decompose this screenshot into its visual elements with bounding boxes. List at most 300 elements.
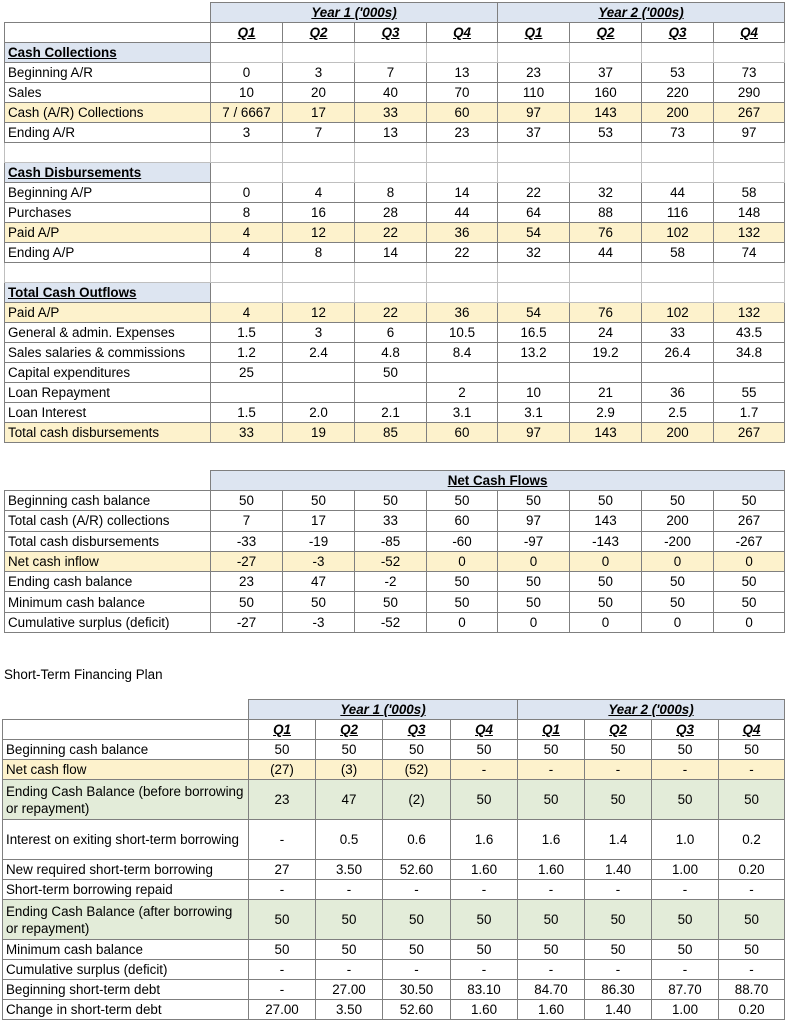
row-value: 1.0 [652, 820, 719, 860]
t1-quarter-header: Q2 [570, 23, 642, 43]
row-value: 40 [355, 83, 427, 103]
row-value: 110 [498, 83, 570, 103]
row-value: 0 [570, 612, 642, 632]
row-value: 60 [427, 423, 498, 443]
t1-year2-header: Year 2 ('000s) [498, 3, 785, 23]
row-value: 132 [714, 303, 785, 323]
row-value: 267 [714, 423, 785, 443]
empty-cell [570, 43, 642, 63]
row-value [211, 383, 283, 403]
row-value: 14 [355, 243, 427, 263]
row-value: 50 [714, 572, 785, 592]
row-value: 1.6 [451, 820, 518, 860]
row-value: 200 [642, 103, 714, 123]
row-value: -3 [283, 612, 355, 632]
empty-cell [714, 283, 785, 303]
row-value: 200 [642, 423, 714, 443]
empty-cell [427, 43, 498, 63]
empty-cell [355, 283, 427, 303]
short-term-financing-body [3, 700, 785, 1020]
row-value: 143 [570, 423, 642, 443]
cash-disbursements-heading-row [5, 163, 785, 183]
row-value: 0.5 [316, 820, 383, 860]
empty-cell [211, 143, 283, 163]
t1-quarter-label-cell [5, 23, 211, 43]
row-value: 50 [355, 592, 427, 612]
row-value: 32 [498, 243, 570, 263]
row-value: 1.40 [585, 1000, 652, 1020]
table-row [3, 780, 785, 820]
row-value: 50 [451, 900, 518, 940]
row-value: -97 [498, 531, 570, 551]
row-value: 44 [570, 243, 642, 263]
row-value: 50 [719, 780, 785, 820]
empty-cell [642, 163, 714, 183]
row-value: 22 [355, 303, 427, 323]
t3-quarter-header: Q3 [652, 720, 719, 740]
row-value: 26.4 [642, 343, 714, 363]
row-label: New required short-term borrowing [3, 860, 249, 880]
row-value: 50 [642, 491, 714, 511]
table-row [3, 980, 785, 1000]
row-value: 10.5 [427, 323, 498, 343]
row-value: - [249, 820, 316, 860]
row-label: Ending A/R [5, 123, 211, 143]
row-value: 50 [719, 940, 785, 960]
row-value: 17 [283, 511, 355, 531]
t3-quarter-label-cell [3, 720, 249, 740]
row-value: -52 [355, 612, 427, 632]
row-value: 52.60 [383, 860, 451, 880]
row-value: 290 [714, 83, 785, 103]
row-value: 85 [355, 423, 427, 443]
empty-cell [570, 283, 642, 303]
row-value: 23 [498, 63, 570, 83]
row-value: 10 [211, 83, 283, 103]
row-value [570, 363, 642, 383]
net-cash-flows-title-row [5, 471, 785, 491]
row-label: Interest on exiting short-term borrowing [3, 820, 249, 860]
row-value: 50 [518, 940, 585, 960]
t3-year2-header: Year 2 ('000s) [518, 700, 785, 720]
row-value: (3) [316, 760, 383, 780]
row-value: 25 [211, 363, 283, 383]
row-value [427, 363, 498, 383]
empty-cell [5, 143, 211, 163]
table-row [3, 940, 785, 960]
empty-cell [714, 163, 785, 183]
t3-quarter-header: Q1 [518, 720, 585, 740]
row-value: 23 [427, 123, 498, 143]
row-value: 16 [283, 203, 355, 223]
row-value: - [249, 980, 316, 1000]
table-row [5, 423, 785, 443]
row-value: -3 [283, 551, 355, 571]
row-value: -27 [211, 612, 283, 632]
row-value: 1.60 [451, 1000, 518, 1020]
row-value: 12 [283, 303, 355, 323]
financing-plan-caption: Short-Term Financing Plan [4, 667, 163, 682]
row-value: - [249, 960, 316, 980]
t1-quarter-header: Q3 [355, 23, 427, 43]
table-row [5, 403, 785, 423]
t1-quarter-header: Q2 [283, 23, 355, 43]
table-row [3, 860, 785, 880]
total-cash-outflows-heading-row [5, 283, 785, 303]
row-value: 97 [498, 103, 570, 123]
row-label: Beginning cash balance [3, 740, 249, 760]
row-value: 50 [642, 592, 714, 612]
row-value: 17 [283, 103, 355, 123]
row-value: - [249, 880, 316, 900]
row-value: 19 [283, 423, 355, 443]
table-row [5, 83, 785, 103]
t3-quarter-header: Q2 [316, 720, 383, 740]
row-value: 1.2 [211, 343, 283, 363]
empty-cell [283, 43, 355, 63]
row-value: -33 [211, 531, 283, 551]
empty-cell [211, 163, 283, 183]
row-value: 267 [714, 511, 785, 531]
table-row [5, 303, 785, 323]
row-value: 32 [570, 183, 642, 203]
row-value: 50 [570, 491, 642, 511]
t3-quarter-header: Q3 [383, 720, 451, 740]
cash-budget-body [5, 3, 785, 443]
row-value: 220 [642, 83, 714, 103]
empty-cell [642, 43, 714, 63]
row-value: 36 [642, 383, 714, 403]
row-value: 55 [714, 383, 785, 403]
row-value: 24 [570, 323, 642, 343]
row-label: Total cash disbursements [5, 531, 211, 551]
row-value: -143 [570, 531, 642, 551]
row-value: 3.50 [316, 860, 383, 880]
row-value: 50 [355, 363, 427, 383]
t3-year-header-row [3, 700, 785, 720]
row-value: 0 [714, 551, 785, 571]
row-label: Short-term borrowing repaid [3, 880, 249, 900]
row-value: 0 [211, 183, 283, 203]
row-value: 8 [283, 243, 355, 263]
row-value: 50 [427, 491, 498, 511]
t1-quarter-header: Q4 [427, 23, 498, 43]
row-value: 2.4 [283, 343, 355, 363]
row-value: - [518, 760, 585, 780]
row-label: Loan Repayment [5, 383, 211, 403]
row-value: 3.50 [316, 1000, 383, 1020]
row-value: 50 [652, 740, 719, 760]
row-value: 50 [518, 780, 585, 820]
row-label: Beginning short-term debt [3, 980, 249, 1000]
t3-quarter-header: Q4 [451, 720, 518, 740]
row-value: 4 [283, 183, 355, 203]
row-value: -19 [283, 531, 355, 551]
row-label: Capital expenditures [5, 363, 211, 383]
row-value: - [451, 880, 518, 900]
t1-quarter-header-row [5, 23, 785, 43]
row-value: 50 [316, 740, 383, 760]
row-value: 73 [714, 63, 785, 83]
table-row [5, 243, 785, 263]
row-value: 160 [570, 83, 642, 103]
row-label: Beginning A/R [5, 63, 211, 83]
row-value: 1.7 [714, 403, 785, 423]
row-value: 3 [283, 63, 355, 83]
row-label: Paid A/P [5, 303, 211, 323]
row-value: 84.70 [518, 980, 585, 1000]
row-value: 50 [652, 780, 719, 820]
row-value: 97 [498, 423, 570, 443]
row-value: 1.60 [518, 1000, 585, 1020]
row-value: 50 [316, 900, 383, 940]
total-cash-outflows-heading: Total Cash Outflows [5, 283, 211, 303]
row-value: 7 / 6667 [211, 103, 283, 123]
t3-quarter-header: Q4 [719, 720, 785, 740]
table-row [3, 1000, 785, 1020]
table-row [5, 123, 785, 143]
row-value: 36 [427, 303, 498, 323]
row-value: 10 [498, 383, 570, 403]
row-value: 64 [498, 203, 570, 223]
row-value: - [451, 760, 518, 780]
row-value: 54 [498, 303, 570, 323]
t3-quarter-header: Q1 [249, 720, 316, 740]
row-value: 20 [283, 83, 355, 103]
row-value: 50 [585, 900, 652, 940]
row-value: - [719, 960, 785, 980]
t1-quarter-header: Q3 [642, 23, 714, 43]
net-cash-flows-body [5, 471, 785, 633]
t1-quarter-header: Q1 [211, 23, 283, 43]
table-row [5, 491, 785, 511]
table-row [5, 383, 785, 403]
row-value: 2.0 [283, 403, 355, 423]
row-value: 50 [652, 900, 719, 940]
row-value: 0 [570, 551, 642, 571]
row-value: 97 [498, 511, 570, 531]
row-value: - [652, 760, 719, 780]
row-label: Ending Cash Balance (after borrowing or repayment) [3, 900, 249, 940]
row-value: 1.60 [518, 860, 585, 880]
empty-cell [642, 143, 714, 163]
row-value: 13 [355, 123, 427, 143]
table-row [3, 760, 785, 780]
empty-cell [283, 163, 355, 183]
row-value: (52) [383, 760, 451, 780]
row-value: 21 [570, 383, 642, 403]
row-value: 2.9 [570, 403, 642, 423]
row-value: 50 [249, 940, 316, 960]
row-value: 4 [211, 243, 283, 263]
row-value: 148 [714, 203, 785, 223]
row-value: 0.20 [719, 1000, 785, 1020]
t3-quarter-header-row [3, 720, 785, 740]
row-value: 132 [714, 223, 785, 243]
row-value: 88.70 [719, 980, 785, 1000]
table-row [5, 203, 785, 223]
row-label: Cash (A/R) Collections [5, 103, 211, 123]
row-value: 76 [570, 303, 642, 323]
row-value: 50 [714, 491, 785, 511]
cash-budget-table [4, 2, 785, 443]
row-value [714, 363, 785, 383]
row-value: 2.1 [355, 403, 427, 423]
row-value: - [383, 880, 451, 900]
row-label: Loan Interest [5, 403, 211, 423]
empty-cell [355, 263, 427, 283]
row-value: - [518, 880, 585, 900]
row-value: 23 [249, 780, 316, 820]
row-value: 0 [642, 612, 714, 632]
empty-cell [355, 143, 427, 163]
empty-cell [355, 43, 427, 63]
row-value: - [652, 960, 719, 980]
row-value: 43.5 [714, 323, 785, 343]
row-value: 47 [316, 780, 383, 820]
row-value: 33 [642, 323, 714, 343]
row-value: 52.60 [383, 1000, 451, 1020]
t1-year-header-row [5, 3, 785, 23]
row-value: - [719, 880, 785, 900]
row-value: 50 [585, 740, 652, 760]
row-value: 13 [427, 63, 498, 83]
row-value: 50 [719, 740, 785, 760]
row-label: Net cash flow [3, 760, 249, 780]
row-value: 30.50 [383, 980, 451, 1000]
table-row [3, 820, 785, 860]
row-value: 0 [427, 612, 498, 632]
row-value: 50 [498, 592, 570, 612]
row-value: 50 [211, 592, 283, 612]
row-value: 23 [211, 572, 283, 592]
row-value: 50 [498, 491, 570, 511]
row-label: Net cash inflow [5, 551, 211, 571]
row-value: 12 [283, 223, 355, 243]
row-value: 143 [570, 103, 642, 123]
t3-corner-cell [3, 700, 249, 720]
row-value: 102 [642, 223, 714, 243]
table-row [3, 900, 785, 940]
row-value: 1.00 [652, 860, 719, 880]
row-value: 0.6 [383, 820, 451, 860]
row-value: 50 [518, 900, 585, 940]
spacer-row [5, 263, 785, 283]
row-value: 50 [585, 940, 652, 960]
row-value: 44 [427, 203, 498, 223]
row-label: Ending cash balance [5, 572, 211, 592]
empty-cell [5, 471, 211, 491]
row-label: Beginning cash balance [5, 491, 211, 511]
row-label: Purchases [5, 203, 211, 223]
row-value: 76 [570, 223, 642, 243]
row-value: 50 [652, 940, 719, 960]
empty-cell [211, 263, 283, 283]
row-value: 50 [714, 592, 785, 612]
row-value: 7 [211, 511, 283, 531]
row-value: 0 [642, 551, 714, 571]
row-label: Beginning A/P [5, 183, 211, 203]
row-value: 36 [427, 223, 498, 243]
row-value [283, 383, 355, 403]
row-value: 3 [211, 123, 283, 143]
row-value: 53 [642, 63, 714, 83]
empty-cell [714, 143, 785, 163]
row-value: 70 [427, 83, 498, 103]
row-label: Total cash (A/R) collections [5, 511, 211, 531]
empty-cell [427, 163, 498, 183]
row-label: Paid A/P [5, 223, 211, 243]
row-value: 2 [427, 383, 498, 403]
row-value: 50 [211, 491, 283, 511]
row-value: 50 [570, 572, 642, 592]
empty-cell [283, 283, 355, 303]
row-value: 2.5 [642, 403, 714, 423]
net-cash-flows-title: Net Cash Flows [211, 471, 785, 491]
row-value [498, 363, 570, 383]
row-value: 14 [427, 183, 498, 203]
row-label: General & admin. Expenses [5, 323, 211, 343]
t1-year1-header: Year 1 ('000s) [211, 3, 498, 23]
table-row [5, 551, 785, 571]
row-value: -267 [714, 531, 785, 551]
empty-cell [570, 143, 642, 163]
row-value: 143 [570, 511, 642, 531]
row-value: 50 [585, 780, 652, 820]
row-value: 60 [427, 103, 498, 123]
row-value: 8.4 [427, 343, 498, 363]
empty-cell [570, 163, 642, 183]
row-value: 3.1 [427, 403, 498, 423]
row-value: - [383, 960, 451, 980]
row-value: -85 [355, 531, 427, 551]
empty-cell [498, 163, 570, 183]
row-value: - [316, 880, 383, 900]
row-value: 33 [355, 511, 427, 531]
row-value: - [451, 960, 518, 980]
row-value: -52 [355, 551, 427, 571]
row-value: 60 [427, 511, 498, 531]
t1-corner-cell [5, 3, 211, 23]
row-value: 50 [498, 572, 570, 592]
table-row [5, 592, 785, 612]
row-value: 53 [570, 123, 642, 143]
empty-cell [427, 263, 498, 283]
empty-cell [498, 143, 570, 163]
row-label: Sales salaries & commissions [5, 343, 211, 363]
row-value: 37 [570, 63, 642, 83]
row-value: 50 [451, 940, 518, 960]
row-value: 50 [249, 740, 316, 760]
empty-cell [283, 143, 355, 163]
row-value: 3.1 [498, 403, 570, 423]
table-row [5, 531, 785, 551]
row-label: Change in short-term debt [3, 1000, 249, 1020]
row-value: - [585, 760, 652, 780]
empty-cell [498, 263, 570, 283]
row-value: 54 [498, 223, 570, 243]
row-value: 86.30 [585, 980, 652, 1000]
empty-cell [642, 263, 714, 283]
empty-cell [714, 263, 785, 283]
row-value: -2 [355, 572, 427, 592]
empty-cell [427, 143, 498, 163]
row-label: Minimum cash balance [5, 592, 211, 612]
row-value: 0.2 [719, 820, 785, 860]
row-value: 7 [355, 63, 427, 83]
row-label: Cumulative surplus (deficit) [5, 612, 211, 632]
row-value: 8 [211, 203, 283, 223]
